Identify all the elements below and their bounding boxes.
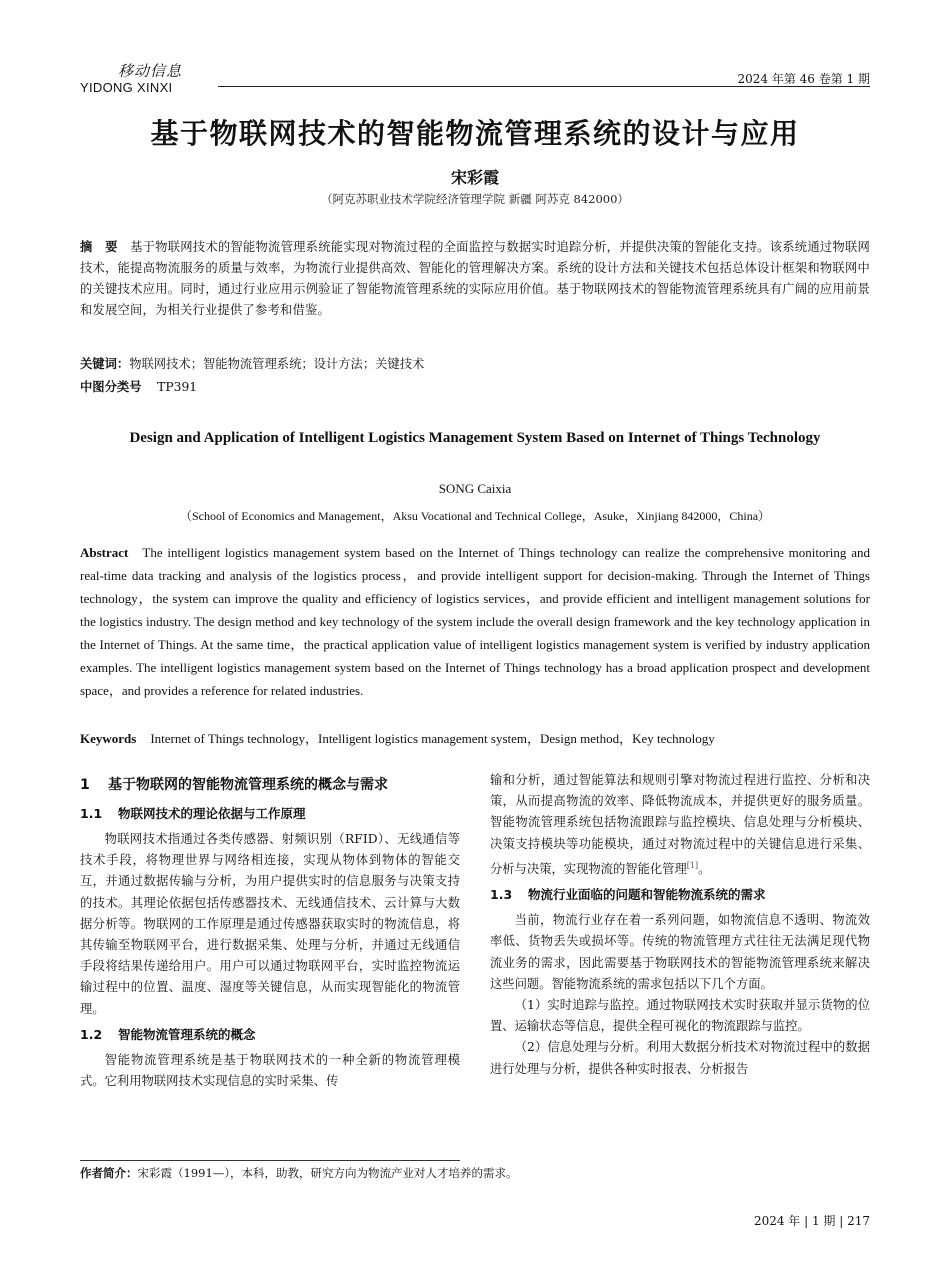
section-1-1-number: 1.1 [80, 806, 103, 821]
keywords-en [80, 727, 870, 750]
keywords-en-label: Keywords [80, 731, 137, 746]
issue-info: 2024 年第 46 卷第 1 期 [737, 72, 870, 86]
section-1-3-heading [490, 885, 870, 905]
paragraph-1-3-item-2: （2）信息处理与分析。利用大数据分析技术对物流过程中的数据进行处理与分析，提供各种实时报表、分析报告 [490, 1040, 870, 1076]
keywords-cn-text: 物联网技术；智能物流管理系统；设计方法；关键技术 [129, 357, 425, 371]
paragraph-1-2-end: 。 [698, 861, 711, 876]
english-affiliation: （School of Economics and Management，Aksu Vocational and Technical College，Asuke，Xinjiang 842000，China） [179, 509, 771, 523]
classification-label: 中图分类号 [80, 380, 142, 394]
section-1-1-heading [80, 804, 460, 824]
body-left-column [80, 770, 460, 1092]
abstract-en-text: The intelligent logistics management system based on the Internet of Things technology can realize the comprehensive monitoring and real-time data tracking and analysis of the logistics process，and provide intelligent support for decision-making. Through the Internet of Things technology，the system can improve the quality and efficiency of logistics services，and provide efficient and intelligent management solutions for the logistics industry. The design method and key technology of the system include the overall design framework and the key technology application in the Internet of Things. At the same time，the practical application value of intelligent logistics management system is verified by industry application examples. The intelligent logistics management system based on the Internet of Things technology has a broad application prospect and development space，and provides a reference for related industries. [80, 545, 870, 698]
body-right-column [490, 770, 870, 1080]
section-1-number: 1 [80, 777, 90, 793]
keywords-cn-label: 关键词： [80, 357, 130, 371]
author-affiliation: （阿克苏职业技术学院经济管理学院 新疆 阿苏克 842000） [321, 192, 629, 206]
paragraph-1-3: 当前，物流行业存在着一系列问题，如物流信息不透明、物流效率低、货物丢失或损坏等。传统的物流管理方式往往无法满足现代物流业务的需求，因此需要基于物联网技术的智能物流管理系统来解决这些问题。智能物流系统的需求包括以下几个方面。 [490, 913, 870, 991]
english-title: Design and Application of Intelligent Logistics Management System Based on Internet of Things Technology [129, 430, 821, 446]
citation-ref[interactable]: [1] [686, 860, 699, 870]
paragraph-1-2-continued-text: 输和分析，通过智能算法和规则引擎对物流过程进行监控、分析和决策，从而提高物流的效率、降低物流成本，并提供更好的服务质量。智能物流管理系统包括物流跟踪与监控模块、信息处理与分析模块、决策支持模块等功能模块，通过对物流过程中的关键信息进行采集、分析与决策，实现物流的智能化管理 [490, 773, 870, 876]
footnote-rule [80, 1160, 460, 1161]
abstract-en-label: Abstract [80, 545, 129, 560]
abstract-cn [80, 237, 870, 321]
journal-name-cn: 移动信息 [118, 62, 183, 80]
section-1-1-title: 物联网技术的理论依据与工作原理 [118, 806, 306, 821]
english-author: SONG Caixia [438, 481, 512, 496]
author-footnote [80, 1164, 870, 1182]
journal-name-en: YIDONG XINXI [80, 80, 173, 95]
section-1-2-heading [80, 1025, 460, 1045]
section-1-2-number: 1.2 [80, 1026, 103, 1042]
section-1-heading [80, 774, 460, 796]
page-footer: 2024 年 | 1 期 | 217 [753, 1214, 870, 1228]
section-1-title: 基于物联网的智能物流管理系统的概念与需求 [108, 777, 388, 793]
footnote-label: 作者简介： [80, 1166, 138, 1180]
paragraph-1-3-item-1: （1）实时追踪与监控。通过物联网技术实时获取并显示货物的位置、运输状态等信息，提供全程可视化的物流跟踪与监控。 [490, 997, 870, 1034]
footnote-text: 宋彩霞（1991—），本科，助教，研究方向为物流产业对人才培养的需求。 [137, 1166, 518, 1180]
paragraph-1-1: 物联网技术指通过各类传感器、射频识别（RFID）、无线通信等技术手段，将物理世界与网络相连接，实现从物体到物体的智能交互，并通过数据传输与分析，为用户提供实时的信息服务与决策支持的技术。其理论依据包括传感器技术、无线通信技术、云计算与大数据分析等。物联网的工作原理是通过传感器获取实时的物流信息，将其传输至物联网平台，进行数据采集、处理与分析，并通过无线通信手段将结果传递给用户。用户可以通过物联网平台，实时监控物流运输过程中的位置、温度、湿度等关键信息，从而实现智能化的物流管理。 [80, 832, 460, 1016]
classification-code: TP391 [157, 380, 198, 394]
keywords-en-text: Internet of Things technology，Intelligent logistics management system，Design method，Key technology [150, 731, 715, 746]
abstract-cn-text: 基于物联网技术的智能物流管理系统能实现对物流过程的全面监控与数据实时追踪分析，并提供决策的智能化支持。该系统通过物联网技术，能提高物流服务的质量与效率，为物流行业提供高效、智能化的管理解决方案。系统的设计方法和关键技术包括总体设计框架和物联网中的关键技术应用。同时，通过行业应用示例验证了智能物流管理系统的实际应用价值。基于物联网技术的智能物流管理系统具有广阔的应用前景和发展空间，为相关行业提供了参考和借鉴。 [80, 240, 870, 317]
paragraph-1-2-start: 智能物流管理系统是基于物联网技术的一种全新的物流管理模式。它利用物联网技术实现信息的实时采集、传 [80, 1052, 460, 1089]
section-1-3-title: 物流行业面临的问题和智能物流系统的需求 [528, 887, 766, 903]
paper-title: 基于物联网技术的智能物流管理系统的设计与应用 [150, 117, 800, 150]
abstract-en [80, 541, 870, 702]
section-1-3-number: 1.3 [490, 887, 513, 903]
classification-number [80, 377, 870, 397]
paragraph-1-2-continued [490, 770, 870, 880]
author-name: 宋彩霞 [450, 168, 499, 187]
keywords-cn [80, 354, 870, 374]
section-1-2-title: 智能物流管理系统的概念 [118, 1026, 256, 1042]
abstract-cn-label: 摘 要 [80, 240, 118, 254]
